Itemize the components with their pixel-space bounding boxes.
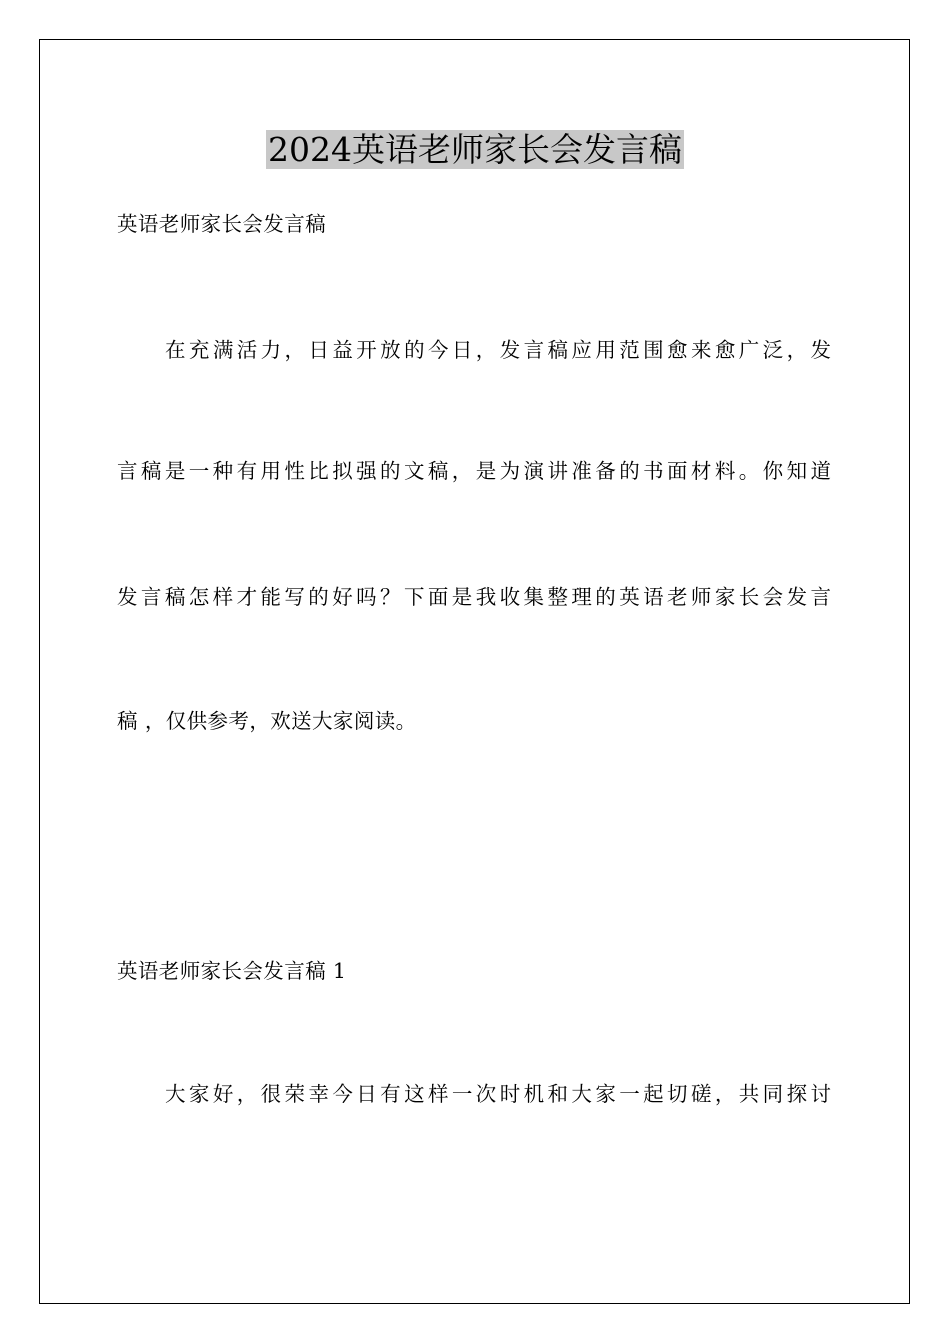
document-subtitle: 英语老师家长会发言稿	[117, 212, 326, 236]
intro-line-3: 发言稿怎样才能写的好吗？下面是我收集整理的英语老师家长会发言	[117, 585, 831, 609]
intro-line-4: 稿 ，仅供参考，欢送大家阅读。	[117, 709, 417, 733]
document-title	[0, 128, 950, 172]
section-heading: 英语老师家长会发言稿 1	[117, 959, 347, 983]
intro-line-1: 在充满活力，日益开放的今日，发言稿应用范围愈来愈广泛，发	[165, 338, 831, 362]
document-title-text: 2024英语老师家长会发言稿	[268, 130, 682, 169]
intro-line-2: 言稿是一种有用性比拟强的文稿，是为演讲准备的书面材料。你知道	[117, 459, 831, 483]
section-paragraph-line-1: 大家好，很荣幸今日有这样一次时机和大家一起切磋，共同探讨	[165, 1082, 831, 1106]
